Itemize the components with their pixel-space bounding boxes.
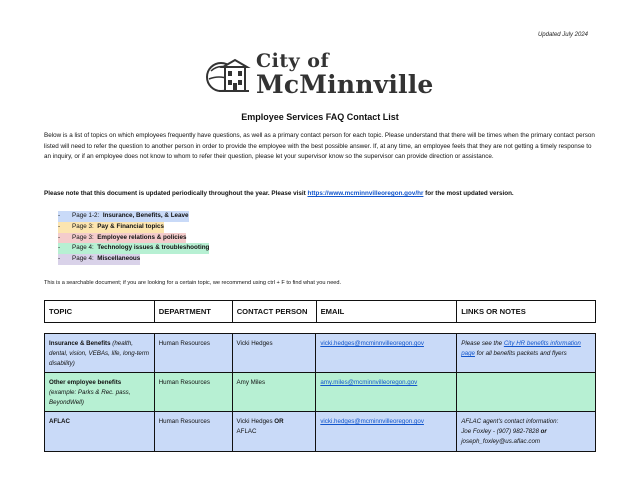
city-building-icon bbox=[205, 55, 251, 101]
page-index-item[interactable]: - Page 4: Technology issues & troubleshooting bbox=[58, 243, 209, 254]
contact-table bbox=[44, 333, 596, 452]
email-cell bbox=[316, 373, 457, 412]
topic-cell: AFLAC bbox=[45, 412, 155, 452]
table-row bbox=[45, 412, 596, 452]
email-link[interactable]: amy.miles@mcminnvilleoregon.gov bbox=[320, 379, 418, 386]
header-contact-person: CONTACT PERSON bbox=[232, 301, 316, 323]
email-cell bbox=[316, 334, 457, 373]
update-note bbox=[44, 190, 604, 197]
logo-city-of: City of bbox=[256, 50, 330, 72]
page-index-item[interactable]: - Page 1-2: Insurance, Benefits, & Leave bbox=[58, 211, 189, 222]
email-link[interactable]: vicki.hedges@mcminnvilleoregon.gov bbox=[320, 340, 424, 347]
page-title: Employee Services FAQ Contact List bbox=[241, 112, 399, 122]
hr-benefits-link[interactable]: City HR benefits information page bbox=[461, 340, 581, 357]
header-department: DEPARTMENT bbox=[154, 301, 232, 323]
page-index-item[interactable]: - Page 4: Miscellaneous bbox=[58, 254, 140, 265]
department-cell: Human Resources bbox=[154, 334, 232, 373]
intro-paragraph: Below is a list of topics on which employees frequently have questions, as well as a primary contact person for each topic. Please understand that there will be times when the primary contact person listed will need to refer the question to another person in order to provide the employee with the best possible answer. If, at any time, an employee feels that they are not getting a timely response to an inquiry, or if an employee does not know to whom to refer their question, please let your supervisor know so the supervisor can provide direction or assistance. bbox=[44, 132, 595, 161]
updated-date: Updated July 2024 bbox=[537, 32, 588, 38]
update-note-text: Please note that this document is updated periodically throughout the year. Please visit bbox=[44, 190, 308, 197]
searchable-note: This is a searchable document; if you are looking for a certain topic, we recommend using ctrl + F to find what you need. bbox=[44, 280, 342, 286]
topic-cell: Other employee benefits (example: Parks & Rec. pass, BeyondWell) bbox=[45, 373, 155, 412]
page-index-item[interactable]: - Page 3: Employee relations & policies bbox=[58, 233, 186, 244]
page-index bbox=[58, 211, 209, 265]
email-link[interactable]: vicki.hedges@mcminnvilleoregon.gov bbox=[320, 418, 424, 425]
contact-cell: Vicki Hedges OR AFLAC bbox=[232, 412, 316, 452]
department-cell: Human Resources bbox=[154, 412, 232, 452]
notes-cell: AFLAC agent's contact information: Joe Foxley - (907) 982-7828 or joseph_foxley@us.aflac.com bbox=[457, 412, 596, 452]
header-topic: TOPIC bbox=[45, 301, 155, 323]
contact-cell: Vicki Hedges bbox=[232, 334, 316, 373]
update-note-text-end: for the most updated version. bbox=[423, 190, 514, 197]
hr-page-link[interactable]: https://www.mcminnvilleoregon.gov/hr bbox=[307, 190, 424, 197]
header-links-notes: LINKS OR NOTES bbox=[457, 301, 596, 323]
table-header bbox=[44, 300, 596, 323]
table-row bbox=[45, 373, 596, 412]
header-email: EMAIL bbox=[316, 301, 457, 323]
page-index-item[interactable]: - Page 3: Pay & Financial topics bbox=[58, 222, 164, 233]
contact-cell: Amy Miles bbox=[232, 373, 316, 412]
department-cell: Human Resources bbox=[154, 373, 232, 412]
email-cell bbox=[316, 412, 457, 452]
logo-mcminnville: McMinnville bbox=[256, 70, 434, 99]
notes-cell: Please see the City HR benefits information page for all benefits packets and flyers bbox=[457, 334, 596, 373]
city-logo bbox=[205, 50, 440, 101]
topic-cell: Insurance & Benefits (health, dental, vision, VEBAs, life, long-term disability) bbox=[45, 334, 155, 373]
notes-cell bbox=[457, 373, 596, 412]
table-row bbox=[45, 334, 596, 373]
